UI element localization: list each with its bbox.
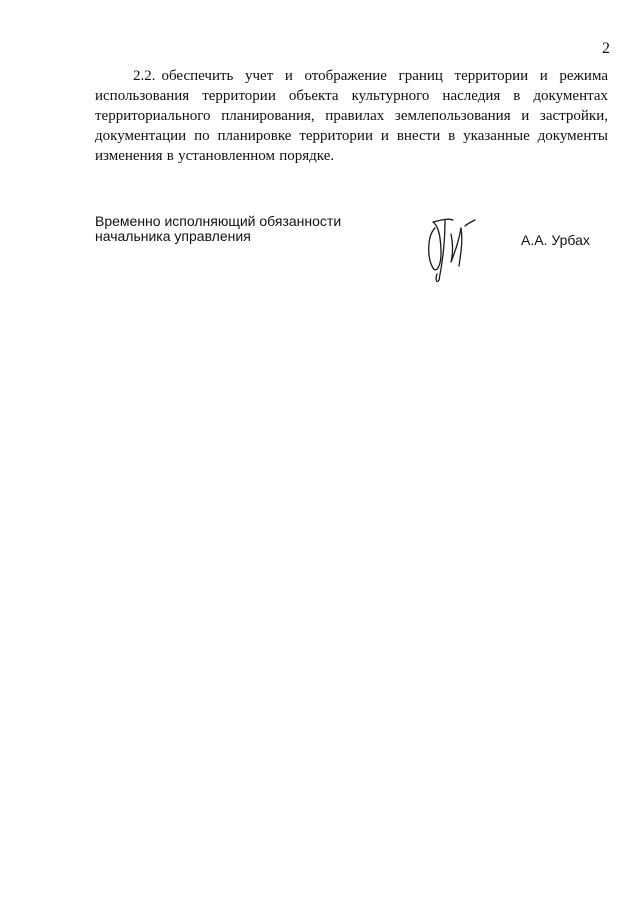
clause-number: 2.2. xyxy=(133,68,156,84)
signature-block xyxy=(95,214,615,294)
clause-paragraph xyxy=(95,66,608,166)
clause-text: обеспечить учет и отображение границ территории и режима использования территории объекта культурного наследия в документах территориального планирования, правилах землепользования и застройки, документации по планировке территории и внести в указанные документы изменения в установленном порядке. xyxy=(95,68,608,164)
handwritten-signature xyxy=(423,214,483,286)
page-number: 2 xyxy=(602,40,610,57)
signatory-name: А.А. Урбах xyxy=(521,232,590,248)
signatory-title-line-2: начальника управления xyxy=(95,228,251,244)
signatory-title xyxy=(95,214,355,244)
signatory-title-line-1: Временно исполняющий обязанности xyxy=(95,213,342,229)
